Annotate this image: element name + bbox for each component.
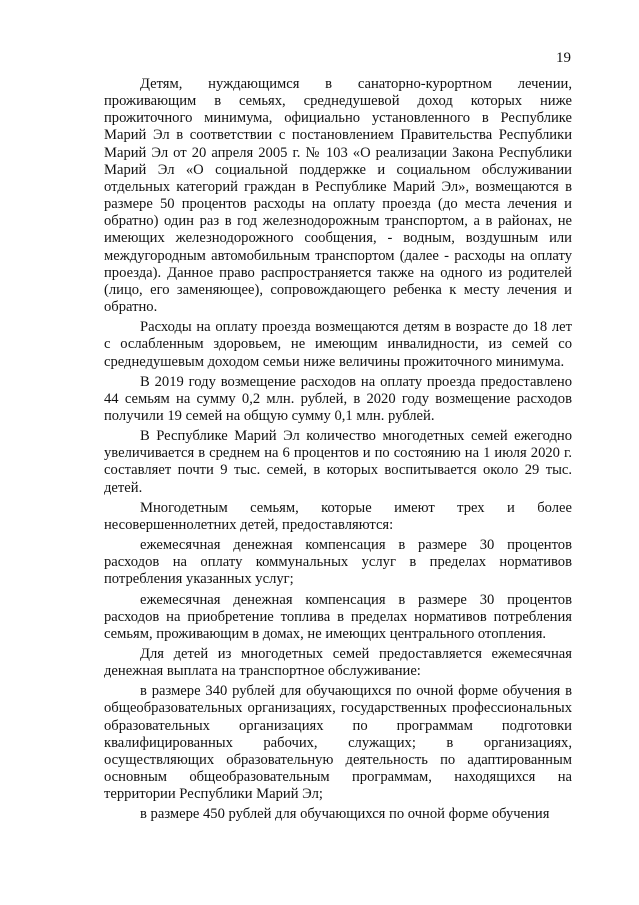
paragraph: Многодетным семьям, которые имеют трех и более несовершеннолетних детей, предоставляются: <box>104 499 572 533</box>
paragraph: Детям, нуждающимся в санаторно-курортном лечении, проживающим в семьях, среднедушевой доход которых ниже прожиточного минимума, официально установленного в Республике Марий Эл в соответствии с постановлением Правительства Республики Марий Эл от 20 апреля 2005 г. № 103 «О реализации Закона Республики Марий Эл «О социальной поддержке и социальном обслуживании отдельных категорий граждан в Республике Марий Эл», возмещаются в размере 50 процентов расходы на оплату проезда (до места лечения и обратно) один раз в год железнодорожным транспортом, а в районах, не имеющих железнодорожного сообщения, - водным, воздушным или междугородным автомобильным транспортом (далее - расходы на оплату проезда). Данное право распространяется также на одного из родителей (лицо, его заменяющее), сопровождающего ребенка к месту лечения и обратно. <box>104 76 572 316</box>
paragraph: ежемесячная денежная компенсация в размере 30 процентов расходов на приобретение топлива в пределах нормативов потребления семьям, проживающим в домах, не имеющих центрального отопления. <box>104 591 572 642</box>
paragraph: в размере 450 рублей для обучающихся по очной форме обучения <box>140 806 550 823</box>
paragraph: ежемесячная денежная компенсация в размере 30 процентов расходов на оплату коммунальных услуг в пределах нормативов потребления указанных услуг; <box>104 537 572 588</box>
page-number: 19 <box>556 50 571 66</box>
paragraph: В Республике Марий Эл количество многодетных семей ежегодно увеличивается в среднем на 6 процентов и по состоянию на 1 июля 2020 г. составляет почти 9 тыс. семей, в которых воспитывается около 29 тыс. детей. <box>104 428 572 496</box>
paragraph: Для детей из многодетных семей предоставляется ежемесячная денежная выплата на транспортное обслуживание: <box>104 646 572 680</box>
paragraph: Расходы на оплату проезда возмещаются детям в возрасте до 18 лет с ослабленным здоровьем, не имеющим инвалидности, из семей со среднедушевым доходом семьи ниже величины прожиточного минимума. <box>104 319 572 370</box>
paragraph: В 2019 году возмещение расходов на оплату проезда предоставлено 44 семьям на сумму 0,2 млн. рублей, в 2020 году возмещение расходов получили 19 семей на общую сумму 0,1 млн. рублей. <box>104 373 572 424</box>
paragraph: в размере 340 рублей для обучающихся по очной форме обучения в общеобразовательных организациях, государственных профессиональных образовательных организациях по программам подготовки квалифицированных рабочих, служащих; в организациях, осуществляющих образовательную деятельность по адаптированным основным общеобразовательным программам, находящихся на территории Республики Марий Эл; <box>104 683 572 803</box>
body-text <box>104 76 572 824</box>
